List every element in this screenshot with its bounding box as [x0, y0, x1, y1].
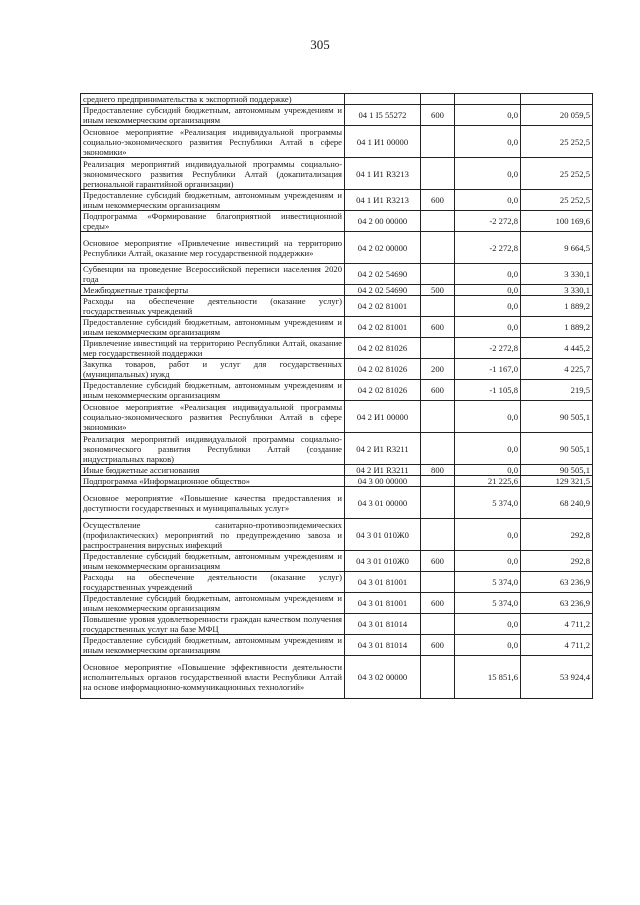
table-row	[81, 593, 593, 614]
row-total-cell: 53 924,4	[521, 656, 593, 699]
table-row	[81, 190, 593, 211]
row-change-cell: 0,0	[455, 296, 521, 317]
row-change-cell: 0,0	[455, 433, 521, 465]
row-code-cell: 04 1 И1 R3213	[345, 158, 421, 190]
row-code-cell: 04 2 00 00000	[345, 211, 421, 232]
table-row	[81, 285, 593, 296]
row-expense-type-cell: 600	[421, 190, 455, 211]
row-total-cell: 63 236,9	[521, 593, 593, 614]
row-code-cell: 04 2 02 81001	[345, 296, 421, 317]
row-total-cell: 3 330,1	[521, 264, 593, 285]
row-expense-type-cell	[421, 614, 455, 635]
row-expense-type-cell	[421, 94, 455, 105]
row-total-cell: 3 330,1	[521, 285, 593, 296]
row-change-cell: 0,0	[455, 465, 521, 476]
row-name-cell: Реализация мероприятий индивидуальной программы социально-экономического развития Республики Алтай (создание индустриальных парков)	[81, 433, 345, 465]
table-row	[81, 614, 593, 635]
row-name-cell: Повышение уровня удовлетворенности граждан качеством получения государственных услуг на базе МФЦ	[81, 614, 345, 635]
row-total-cell: 63 236,9	[521, 572, 593, 593]
row-code-cell: 04 2 02 54690	[345, 264, 421, 285]
table-row	[81, 433, 593, 465]
row-expense-type-cell	[421, 519, 455, 551]
row-expense-type-cell	[421, 338, 455, 359]
table-row	[81, 487, 593, 519]
row-name-cell: Предоставление субсидий бюджетным, автономным учреждениям и иным некоммерческим организациям	[81, 593, 345, 614]
row-name-cell: Предоставление субсидий бюджетным, автономным учреждениям и иным некоммерческим организациям	[81, 551, 345, 572]
table-row	[81, 465, 593, 476]
row-change-cell: 0,0	[455, 519, 521, 551]
row-total-cell: 4 445,2	[521, 338, 593, 359]
row-name-cell: Основное мероприятие «Реализация индивидуальной программы социально-экономического развития Республики Алтай в сфере экономики»	[81, 401, 345, 433]
row-expense-type-cell: 600	[421, 317, 455, 338]
row-code-cell	[345, 94, 421, 105]
row-change-cell: 0,0	[455, 614, 521, 635]
table-row	[81, 158, 593, 190]
page-number: 305	[310, 37, 330, 52]
row-name-cell: Основное мероприятие «Привлечение инвестиций на территорию Республики Алтай, оказание мер государственной поддержки»	[81, 232, 345, 264]
row-code-cell: 04 2 02 81001	[345, 317, 421, 338]
table-row	[81, 401, 593, 433]
table-row	[81, 317, 593, 338]
row-change-cell: 0,0	[455, 190, 521, 211]
row-total-cell: 292,8	[521, 519, 593, 551]
row-total-cell: 20 059,5	[521, 105, 593, 126]
row-name-cell: Подпрограмма «Формирование благоприятной инвестиционной среды»	[81, 211, 345, 232]
row-code-cell: 04 2 02 54690	[345, 285, 421, 296]
row-expense-type-cell	[421, 572, 455, 593]
row-expense-type-cell	[421, 211, 455, 232]
table-row	[81, 232, 593, 264]
row-change-cell: 5 374,0	[455, 593, 521, 614]
table-row	[81, 105, 593, 126]
row-change-cell: -1 167,0	[455, 359, 521, 380]
row-code-cell: 04 3 01 010Ж0	[345, 519, 421, 551]
row-change-cell: 0,0	[455, 551, 521, 572]
row-expense-type-cell	[421, 158, 455, 190]
row-total-cell: 1 889,2	[521, 296, 593, 317]
table-row	[81, 94, 593, 105]
row-total-cell: 90 505,1	[521, 401, 593, 433]
table-row	[81, 656, 593, 699]
table-row	[81, 338, 593, 359]
row-name-cell: Предоставление субсидий бюджетным, автономным учреждениям и иным некоммерческим организациям	[81, 317, 345, 338]
row-change-cell: 0,0	[455, 126, 521, 158]
row-expense-type-cell	[421, 487, 455, 519]
row-expense-type-cell: 600	[421, 551, 455, 572]
row-change-cell: 0,0	[455, 158, 521, 190]
row-name-cell: Подпрограмма «Информационное общество»	[81, 476, 345, 487]
row-name-cell: Закупка товаров, работ и услуг для государственных (муниципальных) нужд	[81, 359, 345, 380]
row-code-cell: 04 3 01 81014	[345, 635, 421, 656]
row-total-cell: 100 169,6	[521, 211, 593, 232]
row-code-cell: 04 2 02 81026	[345, 338, 421, 359]
row-name-cell: Основное мероприятие «Повышение качества предоставления и доступности государственных и муниципальных услуг»	[81, 487, 345, 519]
table-row	[81, 551, 593, 572]
row-code-cell: 04 2 02 81026	[345, 380, 421, 401]
row-name-cell: Предоставление субсидий бюджетным, автономным учреждениям и иным некоммерческим организациям	[81, 105, 345, 126]
row-name-cell: Предоставление субсидий бюджетным, автономным учреждениям и иным некоммерческим организациям	[81, 635, 345, 656]
row-change-cell: 21 225,6	[455, 476, 521, 487]
row-expense-type-cell: 200	[421, 359, 455, 380]
table-row	[81, 359, 593, 380]
row-expense-type-cell	[421, 433, 455, 465]
row-change-cell: 0,0	[455, 264, 521, 285]
row-change-cell: -2 272,8	[455, 232, 521, 264]
table-row	[81, 211, 593, 232]
row-name-cell: Реализация мероприятий индивидуальной программы социально-экономического развития Республики Алтай (докапитализация региональной гарантийной организации)	[81, 158, 345, 190]
row-total-cell: 68 240,9	[521, 487, 593, 519]
row-expense-type-cell	[421, 264, 455, 285]
row-change-cell: 5 374,0	[455, 572, 521, 593]
row-expense-type-cell: 600	[421, 380, 455, 401]
row-name-cell: среднего предпринимательства к экспортной поддержке)	[81, 94, 345, 105]
row-change-cell: 0,0	[455, 105, 521, 126]
table-row	[81, 380, 593, 401]
row-total-cell: 25 252,5	[521, 126, 593, 158]
row-code-cell: 04 1 И1 R3213	[345, 190, 421, 211]
row-expense-type-cell: 600	[421, 105, 455, 126]
row-expense-type-cell: 600	[421, 593, 455, 614]
row-name-cell: Основное мероприятие «Реализация индивидуальной программы социально-экономического развития Республики Алтай в сфере экономики»	[81, 126, 345, 158]
row-change-cell: -2 272,8	[455, 211, 521, 232]
row-total-cell: 4 711,2	[521, 614, 593, 635]
row-total-cell	[521, 94, 593, 105]
row-total-cell: 219,5	[521, 380, 593, 401]
row-total-cell: 25 252,5	[521, 190, 593, 211]
table-row	[81, 126, 593, 158]
row-total-cell: 9 664,5	[521, 232, 593, 264]
row-total-cell: 4 711,2	[521, 635, 593, 656]
row-name-cell: Межбюджетные трансферты	[81, 285, 345, 296]
budget-table	[80, 93, 593, 699]
table-row	[81, 572, 593, 593]
row-total-cell: 292,8	[521, 551, 593, 572]
row-code-cell: 04 2 02 81026	[345, 359, 421, 380]
table-row	[81, 476, 593, 487]
row-name-cell: Иные бюджетные ассигнования	[81, 465, 345, 476]
row-expense-type-cell	[421, 476, 455, 487]
row-change-cell: 15 851,6	[455, 656, 521, 699]
row-name-cell: Предоставление субсидий бюджетным, автономным учреждениям и иным некоммерческим организациям	[81, 380, 345, 401]
row-total-cell: 90 505,1	[521, 433, 593, 465]
row-code-cell: 04 3 01 00000	[345, 487, 421, 519]
table-row	[81, 296, 593, 317]
row-change-cell	[455, 94, 521, 105]
row-code-cell: 04 3 02 00000	[345, 656, 421, 699]
row-expense-type-cell	[421, 401, 455, 433]
row-total-cell: 90 505,1	[521, 465, 593, 476]
row-expense-type-cell: 600	[421, 635, 455, 656]
row-change-cell: 0,0	[455, 285, 521, 296]
row-code-cell: 04 1 И1 00000	[345, 126, 421, 158]
row-name-cell: Привлечение инвестиций на территорию Республики Алтай, оказание мер государственной поддержки	[81, 338, 345, 359]
table-row	[81, 264, 593, 285]
row-code-cell: 04 3 01 81014	[345, 614, 421, 635]
row-expense-type-cell	[421, 126, 455, 158]
row-total-cell: 129 321,5	[521, 476, 593, 487]
row-code-cell: 04 3 00 00000	[345, 476, 421, 487]
row-code-cell: 04 3 01 010Ж0	[345, 551, 421, 572]
row-total-cell: 1 889,2	[521, 317, 593, 338]
row-code-cell: 04 3 01 81001	[345, 572, 421, 593]
row-total-cell: 25 252,5	[521, 158, 593, 190]
row-code-cell: 04 2 И1 00000	[345, 401, 421, 433]
row-total-cell: 4 225,7	[521, 359, 593, 380]
row-expense-type-cell	[421, 296, 455, 317]
table-row	[81, 635, 593, 656]
row-code-cell: 04 2 И1 R3211	[345, 433, 421, 465]
row-code-cell: 04 2 И1 R3211	[345, 465, 421, 476]
row-name-cell: Субвенции на проведение Всероссийской переписи населения 2020 года	[81, 264, 345, 285]
row-name-cell: Основное мероприятие «Повышение эффективности деятельности исполнительных органов государственной власти Республики Алтай на основе информационно-коммуникационных технологий»	[81, 656, 345, 699]
row-name-cell: Расходы на обеспечение деятельности (оказание услуг) государственных учреждений	[81, 572, 345, 593]
row-name-cell: Расходы на обеспечение деятельности (оказание услуг) государственных учреждений	[81, 296, 345, 317]
budget-table-body	[81, 94, 593, 699]
row-expense-type-cell	[421, 656, 455, 699]
row-expense-type-cell	[421, 232, 455, 264]
row-change-cell: 0,0	[455, 635, 521, 656]
row-code-cell: 04 1 I5 55272	[345, 105, 421, 126]
row-name-cell: Осуществление санитарно-противоэпидемических (профилактических) мероприятий по предупреждению завоза и распространения вирусных инфекций	[81, 519, 345, 551]
row-expense-type-cell: 500	[421, 285, 455, 296]
row-code-cell: 04 2 02 00000	[345, 232, 421, 264]
row-name-cell: Предоставление субсидий бюджетным, автономным учреждениям и иным некоммерческим организациям	[81, 190, 345, 211]
row-change-cell: -1 105,8	[455, 380, 521, 401]
row-code-cell: 04 3 01 81001	[345, 593, 421, 614]
row-change-cell: -2 272,8	[455, 338, 521, 359]
row-change-cell: 0,0	[455, 317, 521, 338]
row-change-cell: 5 374,0	[455, 487, 521, 519]
row-expense-type-cell: 800	[421, 465, 455, 476]
table-row	[81, 519, 593, 551]
row-change-cell: 0,0	[455, 401, 521, 433]
